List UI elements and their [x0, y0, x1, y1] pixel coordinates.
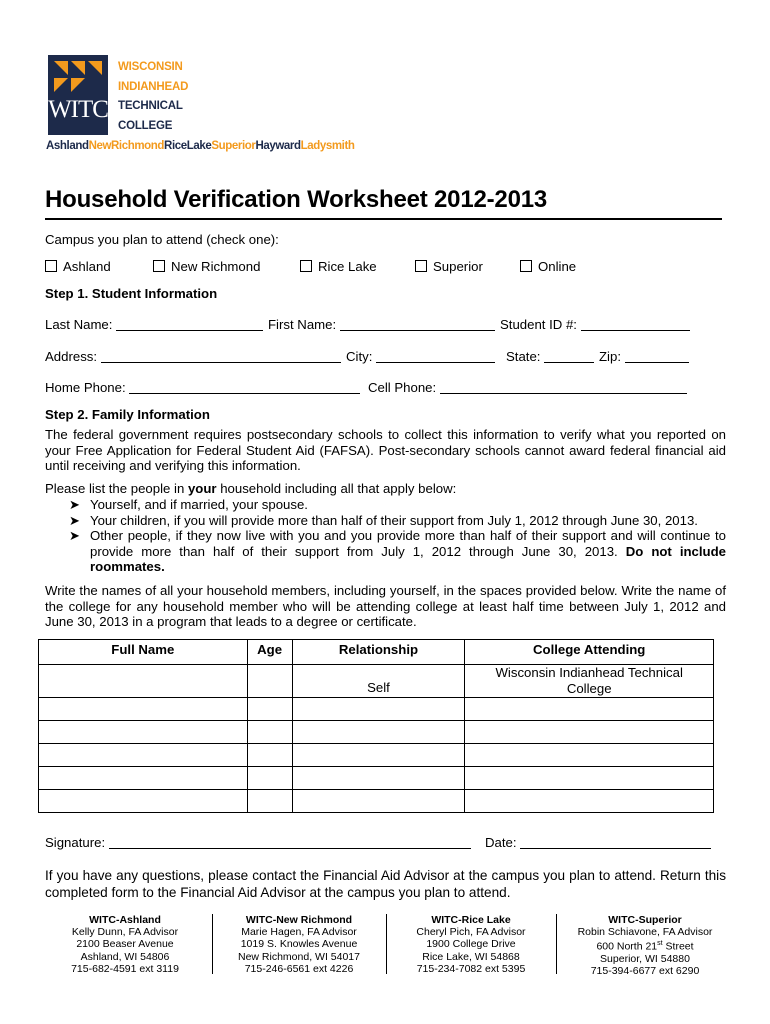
last-name-input[interactable] — [116, 318, 263, 331]
contact-rice-lake — [386, 914, 556, 975]
arrow-bullet-icon: ➤ — [69, 497, 81, 512]
campus-strip-ladysmith: Ladysmith — [300, 140, 355, 152]
age-cell[interactable] — [247, 665, 292, 698]
age-cell[interactable] — [247, 721, 292, 744]
full-name-cell[interactable] — [39, 744, 248, 767]
date-field[interactable] — [485, 835, 711, 850]
campus-option-label: Online — [538, 259, 577, 274]
age-cell[interactable] — [247, 744, 292, 767]
college-name-line-2: INDIANHEAD — [118, 80, 189, 93]
column-header-age: Age — [247, 640, 292, 665]
step2-heading: Step 2. Family Information — [45, 407, 210, 422]
college-cell[interactable] — [465, 698, 714, 721]
campus-option-label: Rice Lake — [318, 259, 377, 274]
home-phone-field[interactable] — [45, 380, 360, 395]
college-value-line-1: Wisconsin Indianhead Technical — [495, 665, 683, 680]
contact-street-number: 600 North 21 — [596, 940, 658, 953]
campus-option-label: Superior — [433, 259, 483, 274]
date-input[interactable] — [520, 836, 711, 849]
checkbox-icon[interactable] — [520, 260, 532, 272]
full-name-cell[interactable] — [39, 698, 248, 721]
relationship-cell[interactable] — [292, 698, 465, 721]
contact-campus: WITC-Ashland — [89, 914, 161, 926]
household-list-prompt-end: household including all that apply below: — [216, 481, 457, 496]
college-name-line-4: COLLEGE — [118, 119, 173, 132]
household-criteria-list — [64, 497, 726, 575]
age-cell[interactable] — [247, 790, 292, 813]
table-row — [39, 790, 714, 813]
contact-phone: 715-234-7082 ext 5395 — [416, 962, 526, 975]
closing-note: If you have any questions, please contact the Financial Aid Advisor at the campus you plan to attend. Return this completed form to the Financial Aid Advisor at the campus you plan to attend. — [45, 868, 726, 900]
city-input[interactable] — [376, 350, 495, 363]
table-row — [39, 744, 714, 767]
campus-strip-new-richmond: NewRichmond — [88, 140, 165, 152]
column-header-relationship: Relationship — [292, 640, 465, 665]
list-item-emphasis: Do not include roommates. — [90, 543, 726, 575]
title-divider — [45, 218, 722, 220]
college-cell[interactable] — [465, 767, 714, 790]
page-title: Household Verification Worksheet 2012-2013 — [45, 186, 548, 213]
names-instruction: Write the names of all your household members, including yourself, in the spaces provided below. Write the name of the college for any household member who will be attending college at least half time between July 1, 2012 and June 30, 2013 in a program that leads to a degree or certificate. — [45, 583, 726, 630]
date-label: Date: — [485, 835, 517, 850]
contact-city: New Richmond, WI 54017 — [238, 950, 360, 963]
contact-advisor: Robin Schiavone, FA Advisor — [577, 926, 713, 939]
table-row — [39, 665, 714, 698]
campus-strip-superior: Superior — [211, 140, 256, 152]
checkbox-icon[interactable] — [415, 260, 427, 272]
campus-option-new-richmond[interactable] — [153, 259, 260, 274]
contact-street-ordinal: st — [657, 940, 663, 948]
zip-input[interactable] — [625, 350, 689, 363]
address-field[interactable] — [45, 349, 341, 364]
relationship-value: Self — [367, 680, 390, 695]
student-id-label: Student ID #: — [500, 317, 577, 332]
full-name-cell[interactable] — [39, 790, 248, 813]
state-input[interactable] — [544, 350, 594, 363]
contact-street-suffix: Street — [662, 940, 694, 953]
student-id-field[interactable] — [500, 317, 690, 332]
contact-campus: WITC-New Richmond — [245, 914, 353, 926]
zip-label: Zip: — [599, 349, 621, 364]
column-header-college: College Attending — [465, 640, 714, 665]
household-table — [38, 639, 714, 813]
full-name-cell[interactable] — [39, 767, 248, 790]
contact-street — [556, 938, 734, 953]
first-name-label: First Name: — [268, 317, 337, 332]
college-cell[interactable] — [465, 744, 714, 767]
cell-phone-input[interactable] — [440, 381, 687, 394]
arrow-bullet-icon: ➤ — [69, 528, 81, 544]
checkbox-icon[interactable] — [300, 260, 312, 272]
contact-city: Rice Lake, WI 54868 — [422, 950, 520, 963]
state-label: State: — [506, 349, 541, 364]
checkbox-icon[interactable] — [153, 260, 165, 272]
campus-option-label: New Richmond — [171, 259, 261, 274]
city-field[interactable] — [346, 349, 495, 364]
college-value-line-2: College — [566, 681, 612, 696]
witc-logo-mark: WITC — [48, 96, 108, 123]
list-item-text: Yourself, and if married, your spouse. — [90, 497, 308, 512]
address-label: Address: — [45, 349, 98, 364]
contact-advisor: Cheryl Pich, FA Advisor — [416, 926, 526, 939]
state-field[interactable] — [506, 349, 594, 364]
home-phone-input[interactable] — [129, 381, 360, 394]
contact-phone: 715-682-4591 ext 3119 — [71, 962, 179, 975]
campus-strip-hayward: Hayward — [255, 140, 301, 152]
table-row — [39, 721, 714, 744]
signature-input[interactable] — [109, 836, 471, 849]
campus-option-rice-lake[interactable] — [300, 259, 377, 274]
contact-phone: 715-394-6677 ext 6290 — [590, 965, 700, 978]
contact-advisor: Kelly Dunn, FA Advisor — [71, 926, 179, 939]
signature-field[interactable] — [45, 835, 471, 850]
campus-option-online[interactable] — [520, 259, 576, 274]
step1-heading: Step 1. Student Information — [45, 286, 218, 301]
address-input[interactable] — [101, 350, 341, 363]
last-name-label: Last Name: — [45, 317, 113, 332]
student-id-input[interactable] — [581, 318, 690, 331]
contact-city: Superior, WI 54880 — [600, 953, 690, 966]
cell-phone-field[interactable] — [368, 380, 687, 395]
full-name-cell[interactable] — [39, 665, 248, 698]
relationship-cell[interactable] — [292, 767, 465, 790]
campus-option-superior[interactable] — [415, 259, 483, 274]
list-item — [64, 528, 726, 575]
contact-advisor: Marie Hagen, FA Advisor — [241, 926, 357, 939]
relationship-cell[interactable] — [292, 721, 465, 744]
family-intro: The federal government requires postsecondary schools to collect this information to verify what you reported on your Free Application for Federal Student Aid (FAFSA). Post-secondary schools cannot award federal financial aid until receiving and verifying this information. — [45, 427, 726, 474]
relationship-cell[interactable] — [292, 744, 465, 767]
cell-phone-label: Cell Phone: — [368, 380, 437, 395]
relationship-cell[interactable] — [292, 665, 465, 698]
contact-ashland — [38, 914, 212, 975]
campus-option-label: Ashland — [63, 259, 111, 274]
age-cell[interactable] — [247, 767, 292, 790]
arrow-bullet-icon: ➤ — [69, 512, 81, 528]
campus-strip-ashland: Ashland — [46, 140, 89, 152]
household-list-prompt-start: Please list the people in — [45, 481, 188, 496]
campus-option-ashland[interactable] — [45, 259, 111, 274]
last-name-field[interactable] — [45, 317, 263, 332]
contact-superior — [556, 914, 734, 978]
signature-label: Signature: — [45, 835, 106, 850]
contact-new-richmond — [212, 914, 386, 975]
contact-campus: WITC-Superior — [608, 914, 682, 926]
college-cell[interactable] — [465, 665, 714, 698]
contact-directory — [38, 914, 728, 980]
list-item — [64, 497, 726, 513]
relationship-cell[interactable] — [292, 790, 465, 813]
college-name — [118, 58, 188, 136]
first-name-field[interactable] — [268, 317, 495, 332]
age-cell[interactable] — [247, 698, 292, 721]
contact-street: 2100 Beaser Avenue — [76, 938, 174, 951]
contact-city: Ashland, WI 54806 — [80, 950, 170, 963]
column-header-full-name: Full Name — [39, 640, 248, 665]
table-row — [39, 698, 714, 721]
first-name-input[interactable] — [340, 318, 495, 331]
city-label: City: — [346, 349, 373, 364]
household-list-prompt-emphasis: your — [187, 481, 217, 496]
household-list-prompt — [45, 481, 726, 497]
contact-campus: WITC-Rice Lake — [431, 914, 511, 926]
zip-field[interactable] — [599, 349, 689, 364]
contact-street: 1019 S. Knowles Avenue — [240, 938, 358, 951]
contact-phone: 715-246-6561 ext 4226 — [244, 962, 354, 975]
full-name-cell[interactable] — [39, 721, 248, 744]
contact-street: 1900 College Drive — [426, 938, 516, 951]
campus-strip — [46, 140, 355, 152]
college-cell[interactable] — [465, 790, 714, 813]
campus-strip-rice-lake: RiceLake — [164, 140, 212, 152]
list-item — [64, 513, 726, 529]
list-item-text: Your children, if you will provide more than half of their support from July 1, 2012 through June 30, 2013. — [90, 512, 698, 528]
home-phone-label: Home Phone: — [45, 380, 126, 395]
table-header-row — [39, 640, 714, 665]
campus-prompt: Campus you plan to attend (check one): — [45, 232, 279, 247]
college-name-line-3: TECHNICAL — [118, 100, 183, 112]
list-item-text: Other people, if they now live with you and you provide more than half of their support and will continue to provide more than half of their support from July 1, 2012 through June 30, 2013. — [90, 528, 726, 559]
college-cell[interactable] — [465, 721, 714, 744]
checkbox-icon[interactable] — [45, 260, 57, 272]
table-row — [39, 767, 714, 790]
college-name-line-1: WISCONSIN — [118, 61, 183, 73]
